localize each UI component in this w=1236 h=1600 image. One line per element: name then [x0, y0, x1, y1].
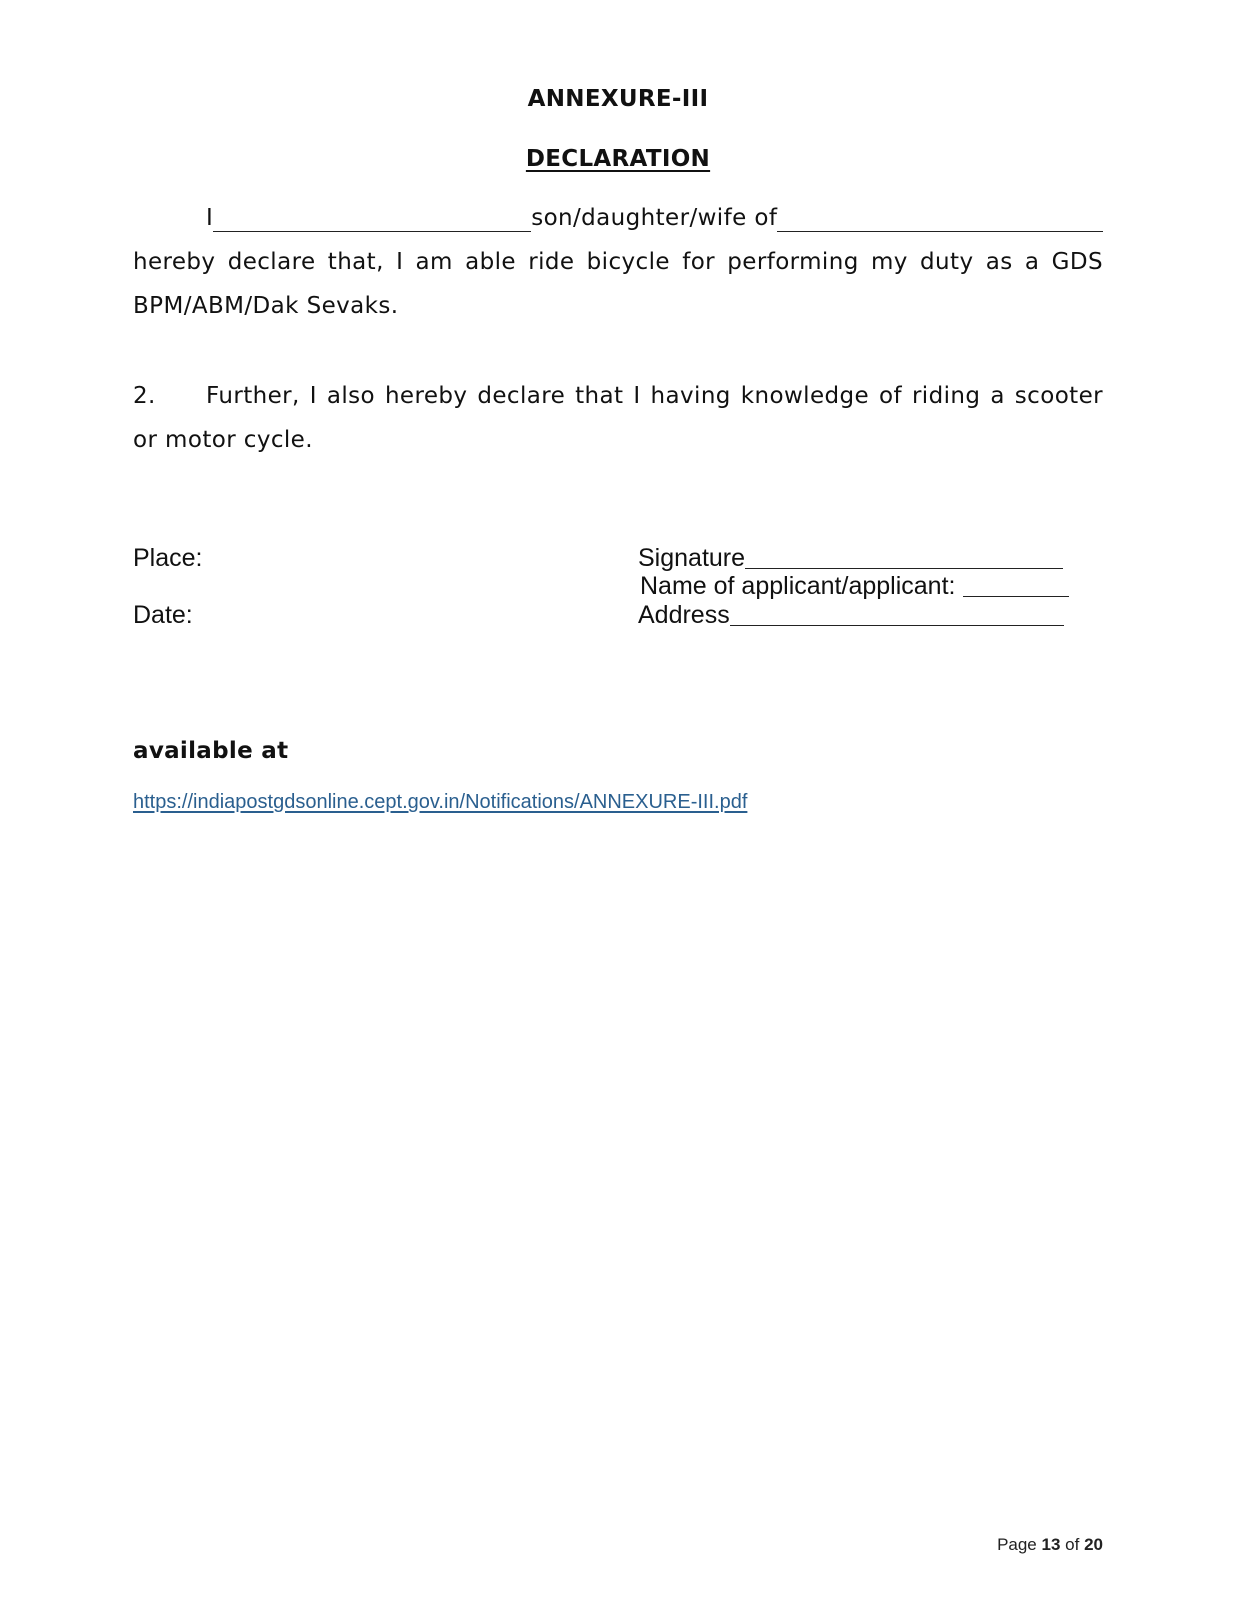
paragraph-number: 2.	[133, 383, 156, 409]
declaration-title: DECLARATION	[525, 146, 711, 172]
declarant-pronoun: I	[206, 205, 214, 231]
applicant-name-blank	[213, 201, 531, 232]
place-label: Place:	[133, 544, 203, 572]
source-url-link[interactable]: https://indiapostgdsonline.cept.gov.in/Notifications/ANNEXURE-III.pdf	[133, 791, 748, 813]
page-number-footer	[990, 1535, 1103, 1555]
address-label: Address	[638, 601, 730, 629]
address-row	[638, 600, 1083, 630]
signature-label: Signature	[638, 544, 746, 572]
total-pages-number: 20	[1084, 1535, 1103, 1554]
signature-row	[638, 543, 1083, 573]
parent-name-blank	[777, 201, 1103, 232]
applicant-name-label: Name of applicant/applicant:	[640, 572, 956, 600]
paragraph-2-text: Further, I also hereby declare that I having knowledge of riding a scooter or motor cycle.	[133, 383, 1103, 453]
page-word: Page	[997, 1535, 1037, 1554]
signature-blank	[745, 544, 1063, 569]
date-label: Date:	[133, 601, 193, 629]
of-word: of	[1065, 1535, 1080, 1554]
applicant-name-row	[640, 571, 1103, 601]
available-at-label: available at	[133, 738, 289, 764]
declaration-first-line	[133, 196, 1103, 240]
address-blank	[730, 601, 1064, 626]
declaration-paragraph-2	[133, 374, 1103, 462]
declaration-paragraph-1: hereby declare that, I am able ride bicycle for performing my duty as a GDS BPM/ABM/Dak Sevaks.	[133, 249, 1103, 319]
relation-text: son/daughter/wife of	[531, 205, 778, 231]
current-page-number: 13	[1041, 1535, 1061, 1554]
annexure-title: ANNEXURE-III	[527, 86, 709, 112]
applicant-name-field-blank	[963, 572, 1069, 597]
